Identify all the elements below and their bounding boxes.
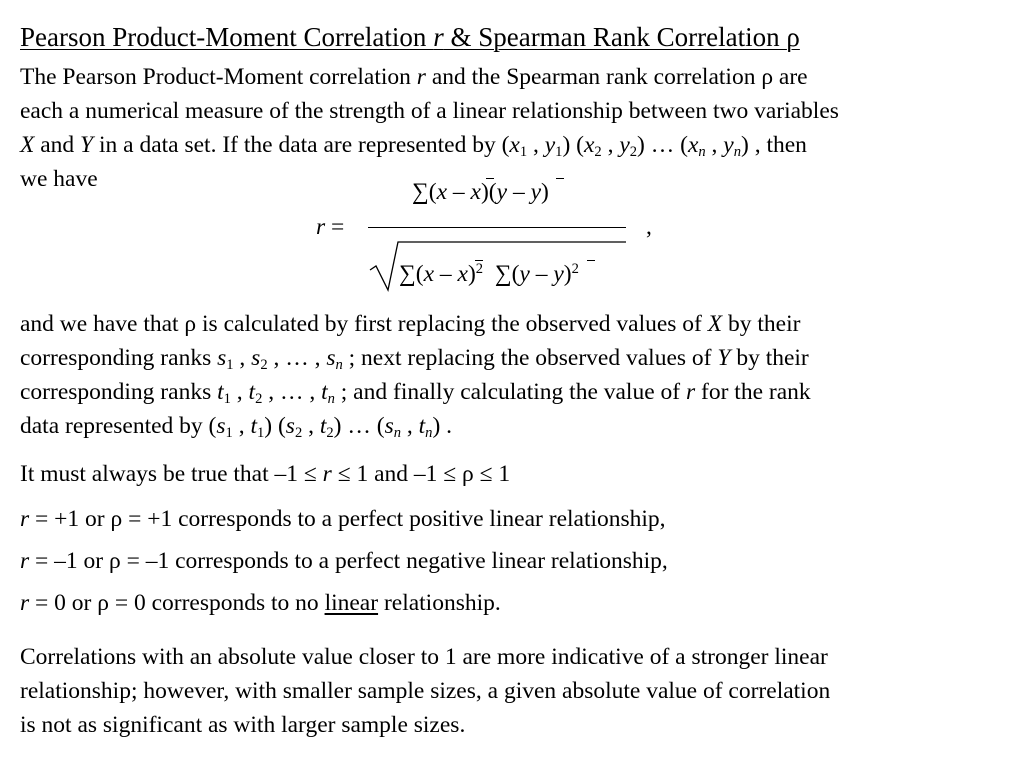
ybar-overline bbox=[556, 178, 564, 179]
fraction-bar bbox=[368, 227, 626, 228]
case-positive: r = +1 or ρ = +1 corresponds to a perfect positive linear relationship, bbox=[20, 506, 666, 532]
formula-numerator: ∑(x – x)(y – y) bbox=[412, 179, 549, 205]
intro-line-1: The Pearson Product-Moment correlation r and the Spearman rank correlation ρ are bbox=[20, 64, 808, 90]
spearman-line-2: corresponding ranks $s_1$ , $s_2$ , … , $s_n$ ; next replacing the observed values of Y by their bbox=[20, 345, 809, 374]
closing-line-1: Correlations with an absolute value closer to 1 are more indicative of a stronger linear bbox=[20, 644, 828, 670]
case-none: r = 0 or ρ = 0 corresponds to no linear relationship. bbox=[20, 590, 501, 616]
closing-line-2: relationship; however, with smaller sample sizes, a given absolute value of correlation bbox=[20, 678, 831, 704]
closing-line-3: is not as significant as with larger sample sizes. bbox=[20, 712, 466, 738]
formula-denominator: ∑(x – x)$^2$ ∑(y – y)$^2$ bbox=[399, 261, 579, 287]
case-negative: r = –1 or ρ = –1 corresponds to a perfect negative linear relationship, bbox=[20, 548, 668, 574]
page-title: Pearson Product-Moment Correlation r & Spearman Rank Correlation ρ bbox=[20, 22, 800, 52]
spearman-line-4: data represented by ($s_1$ , $t_1$) ($s_2$ , $t_2$) … ($s_n$ , $t_n$) . bbox=[20, 413, 453, 442]
xbar-overline-denominator bbox=[475, 260, 483, 261]
intro-line-4: we have bbox=[20, 166, 98, 192]
intro-line-2: each a numerical measure of the strength of a linear relationship between two variables bbox=[20, 98, 839, 124]
spearman-line-3: corresponding ranks $t_1$ , $t_2$ , … , $t_n$ ; and finally calculating the value of r for the rank bbox=[20, 379, 811, 408]
ybar-overline-denominator bbox=[587, 260, 595, 261]
bounds-statement: It must always be true that –1 ≤ r ≤ 1 and –1 ≤ ρ ≤ 1 bbox=[20, 461, 511, 487]
linear-underlined-word: linear bbox=[324, 590, 379, 616]
intro-line-3: X and Y in a data set. If the data are represented by ($x_1$ , $y_1$) ($x_2$ , $y_2$) … ($x_n$ , $y_n$) , then bbox=[20, 132, 807, 161]
formula-trailing-comma: , bbox=[646, 214, 652, 240]
xbar-overline bbox=[486, 178, 494, 179]
formula-lhs: r = bbox=[316, 214, 345, 240]
spearman-line-1: and we have that ρ is calculated by first replacing the observed values of X by their bbox=[20, 311, 801, 337]
